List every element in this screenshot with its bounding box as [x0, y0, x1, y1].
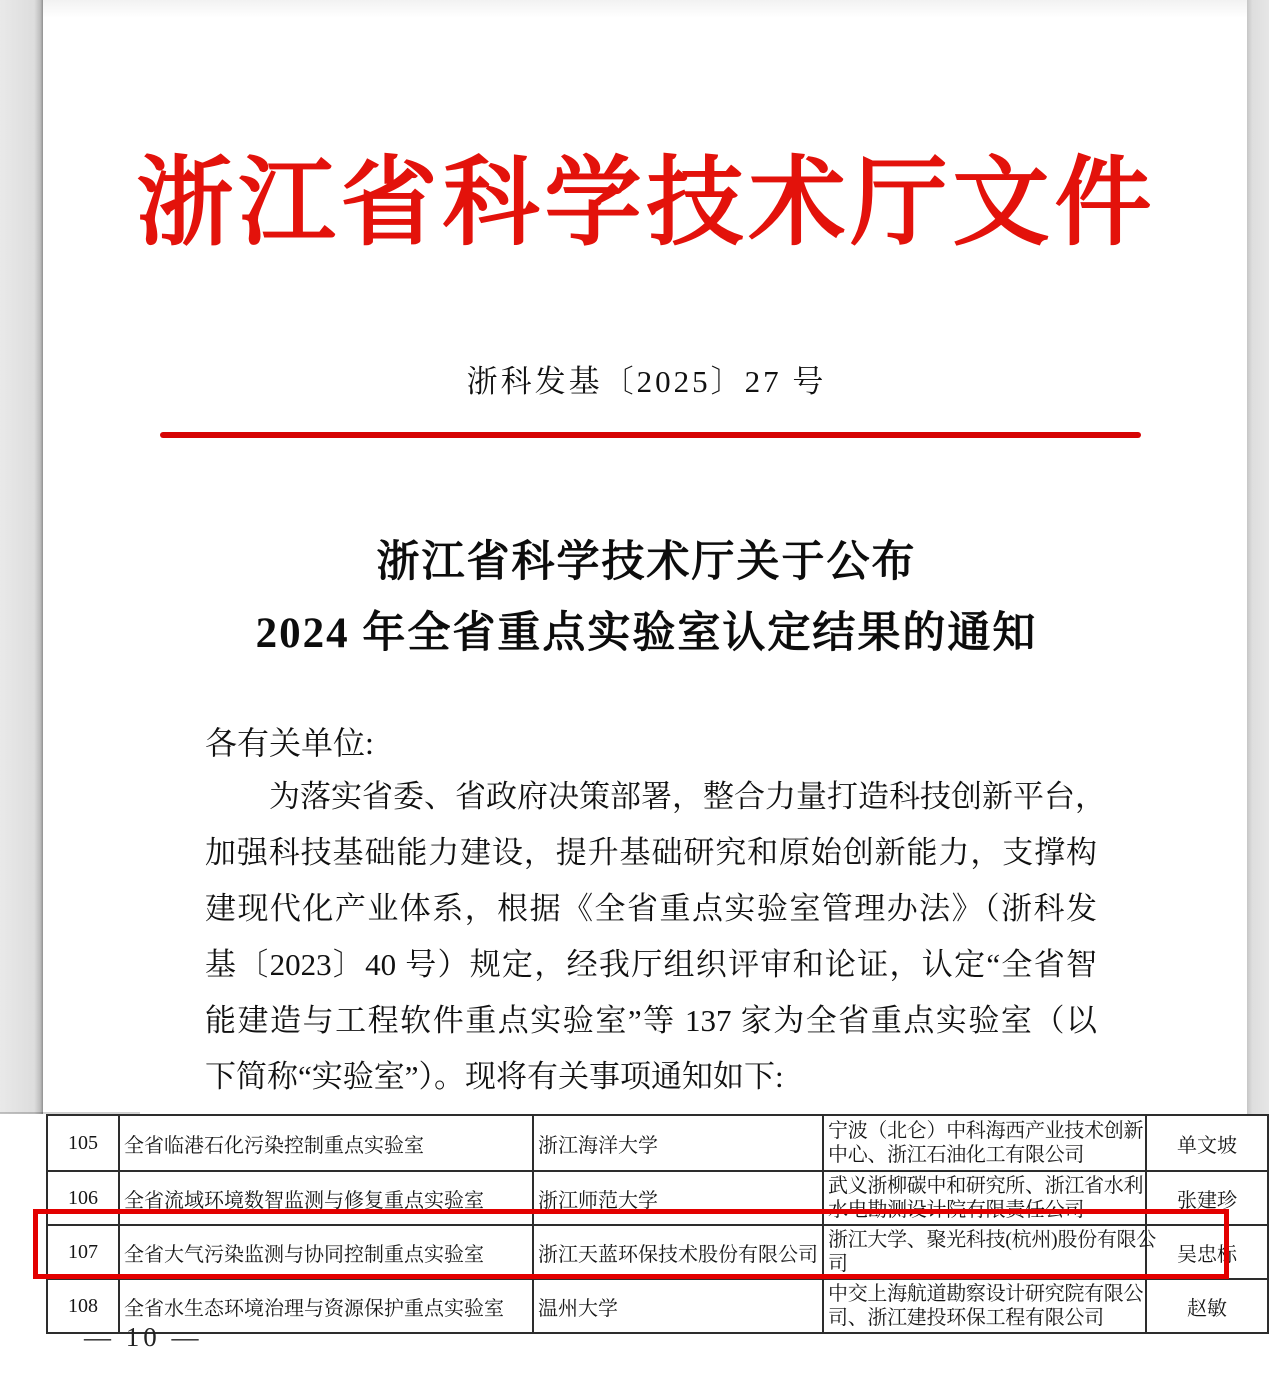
cell-lab-name: 全省大气污染监测与协同控制重点实验室 — [119, 1225, 533, 1279]
table-row — [47, 1279, 1268, 1333]
partner-line: 司、浙江建投环保工程有限公司 — [828, 1307, 1104, 1329]
partner-line: 水电勘测设计院有限责任公司 — [828, 1199, 1085, 1221]
body-line: 加强科技基础能力建设，提升基础研究和原始创新能力，支撑构 — [205, 835, 1097, 870]
partner-line: 中交上海航道勘察设计研究院有限公 — [828, 1283, 1144, 1305]
body-line: 建现代化产业体系，根据《全省重点实验室管理办法》（浙科发 — [205, 891, 1097, 926]
body-line: 能建造与工程软件重点实验室”等 137 家为全省重点实验室（以 — [205, 1003, 1097, 1038]
cell-director-name: 赵敏 — [1146, 1279, 1268, 1333]
notice-title-line2: 2024 年全省重点实验室认定结果的通知 — [255, 610, 1038, 657]
partner-line: 宁波（北仑）中科海西产业技术创新 — [828, 1120, 1144, 1142]
page-number: — 10 — — [84, 1322, 203, 1352]
cell-host-organization: 温州大学 — [533, 1279, 823, 1333]
cell-lab-name: 全省流域环境数智监测与修复重点实验室 — [119, 1171, 533, 1225]
body-line: 为落实省委、省政府决策部署，整合力量打造科技创新平台， — [269, 779, 1106, 814]
table-row — [47, 1115, 1268, 1171]
notice-title-line1: 浙江省科学技术厅关于公布 — [376, 539, 917, 586]
body-line: 下简称“实验室”）。现将有关事项通知如下: — [205, 1059, 784, 1094]
cell-host-organization: 浙江海洋大学 — [533, 1115, 823, 1171]
cell-row-number: 108 — [47, 1279, 119, 1333]
cell-row-number: 107 — [47, 1225, 119, 1279]
page-top-edge — [43, 0, 1247, 18]
page-right-edge — [1247, 0, 1269, 1114]
cell-row-number: 106 — [47, 1171, 119, 1225]
partner-line: 中心、浙江石油化工有限公司 — [828, 1144, 1085, 1166]
cell-host-organization: 浙江天蓝环保技术股份有限公司 — [533, 1225, 823, 1279]
red-divider-line — [160, 432, 1141, 438]
cell-lab-name: 全省水生态环境治理与资源保护重点实验室 — [119, 1279, 533, 1333]
red-highlight-box-row-107 — [33, 1209, 1229, 1279]
cell-partner-organizations — [823, 1115, 1146, 1171]
cell-director-name: 单文坡 — [1146, 1115, 1268, 1171]
partner-line: 武义浙柳碳中和研究所、浙江省水利 — [828, 1175, 1144, 1197]
document-number: 浙科发基〔2025〕27 号 — [466, 364, 827, 399]
cell-host-organization: 浙江师范大学 — [533, 1171, 823, 1225]
cell-lab-name: 全省临港石化污染控制重点实验室 — [119, 1115, 533, 1171]
letterhead-title: 浙江省科学技术厅文件 — [136, 150, 1157, 257]
salutation: 各有关单位: — [205, 725, 374, 761]
partner-line: 浙江大学、聚光科技(杭州)股份有限公 — [828, 1229, 1156, 1251]
cell-partner-organizations — [823, 1279, 1146, 1333]
page-left-edge — [0, 0, 43, 1114]
cell-row-number: 105 — [47, 1115, 119, 1171]
body-line: 基〔2023〕40 号）规定，经我厅组织评审和论证，认定“全省智 — [205, 947, 1097, 982]
body-paragraph — [205, 769, 1106, 1105]
partner-line: 司 — [828, 1253, 848, 1275]
cell-director-name: 吴忠标 — [1146, 1225, 1268, 1279]
cell-director-name: 张建珍 — [1146, 1171, 1268, 1225]
